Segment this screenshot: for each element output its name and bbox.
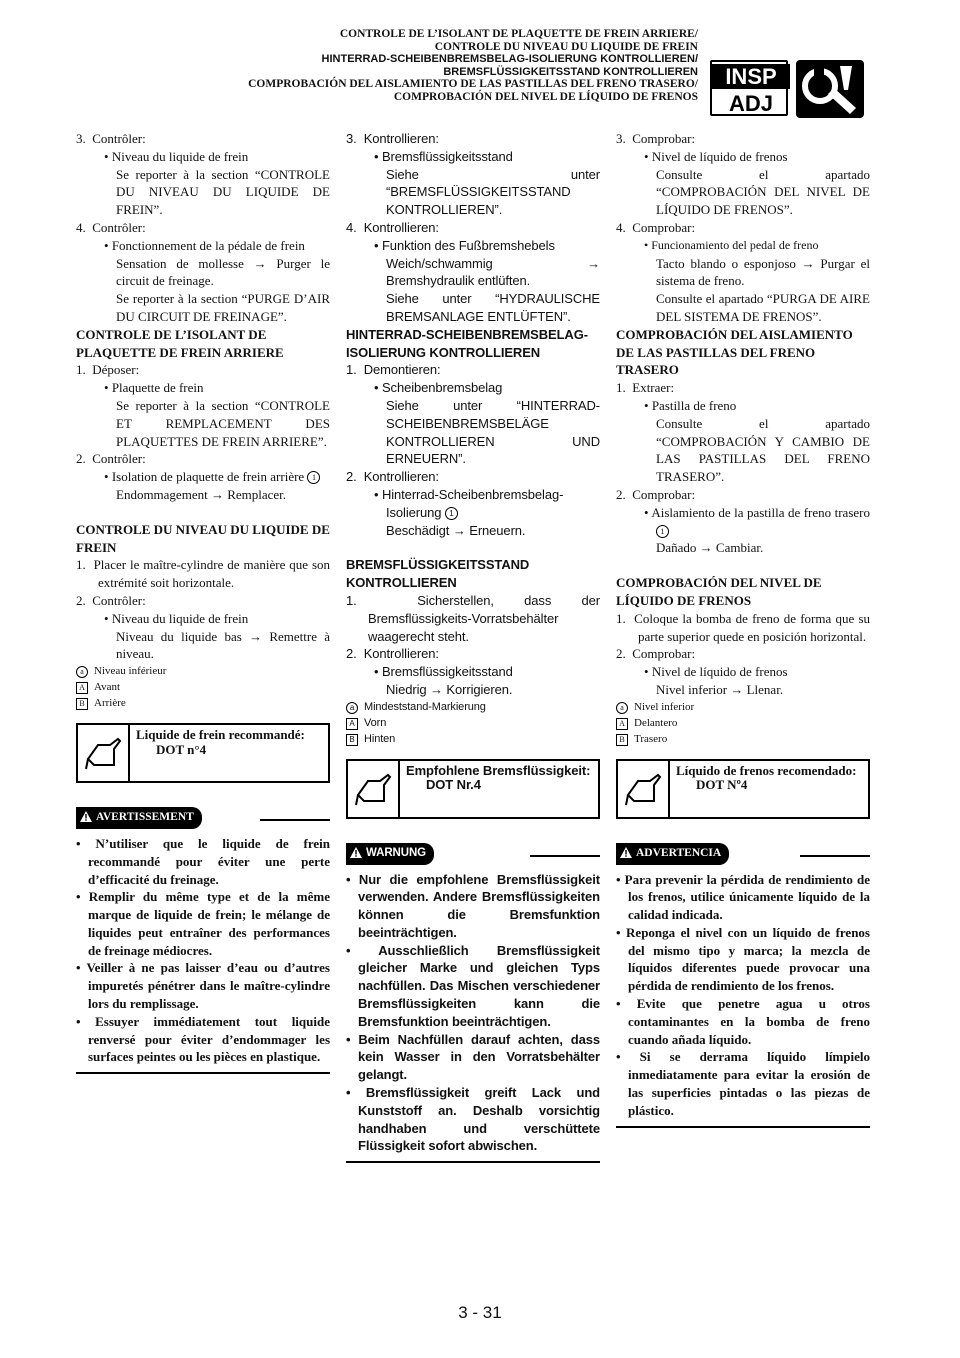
warning-item: • Evite que penetre agua u otros contaminantes en la bomba de freno cuando añada líquido. <box>616 996 870 1047</box>
legend-item: A Avant <box>76 679 330 695</box>
step-1: 1. Extraer: <box>616 380 675 396</box>
step-2: 2. Contrôler: <box>76 451 146 467</box>
fluid-spec: Empfohlene Bremsflüssigkeit: DOT Nr.4 <box>406 762 591 793</box>
section-heading: COMPROBACIÓN DEL NIVEL DE LÍQUIDO DE FRENOS <box>616 575 822 608</box>
legend <box>76 663 330 711</box>
step-1: 1. Coloque la bomba de freno de forma que su parte superior quede en posición horizontal. <box>616 610 871 644</box>
detail-text: Weich/schwammig → Bremshydraulik entlüften. <box>386 255 600 289</box>
legend-item: A Vorn <box>346 715 600 731</box>
bullet-item: • Isolation de plaquette de frein arrière 1 <box>76 468 330 486</box>
header-title-line: CONTROLE DE L’ISOLANT DE PLAQUETTE DE FREIN ARRIERE/ <box>339 28 698 40</box>
bullet-item: • Scheibenbremsbelag <box>374 380 503 396</box>
step-2: 2. Comprobar: <box>616 646 696 662</box>
warning-label: AVERTISSEMENT <box>76 807 202 829</box>
warning-item: • Remplir du même type et de la même marque de liquide de frein; le mélange de liquides peut entraîner des performances de freinage médiocres. <box>76 889 330 958</box>
header-title-line: COMPROBACIÓN DEL NIVEL DE LÍQUIDO DE FRENOS <box>393 90 698 103</box>
warning-item: • Nur die empfohlene Bremsflüssigkeit verwenden. Andere Bremsflüssigkeiten können die Bremsfunktion beeinträchtigen. <box>346 871 600 940</box>
warning-block <box>616 843 870 1128</box>
bullet-item: • Plaquette de frein <box>104 380 204 396</box>
section-heading: CONTROLE DU NIVEAU DU LIQUIDE DE FREIN <box>76 521 330 555</box>
oil-can-icon <box>78 725 130 781</box>
step-3: 3. Contrôler: <box>76 131 146 146</box>
step-1: 1. Sicherstellen, dass der Bremsflüssigkeits-Vorratsbehälter waagerecht steht. <box>346 592 600 644</box>
insp-adj-box <box>710 60 788 116</box>
bullet-item: • Funcionamiento del pedal de freno <box>644 237 819 252</box>
step-1: 1. Déposer: <box>76 362 140 378</box>
warning-item: • Veiller à ne pas laisser d’eau ou d’autres impuretés pénétrer dans le maître-cylindre lors du remplissage. <box>76 960 330 1012</box>
step-3: 3. Kontrollieren: <box>346 131 439 146</box>
bullet-item: • Fonctionnement de la pédale de frein <box>104 237 305 253</box>
callout-1: 1 <box>445 507 458 520</box>
step-2: 2. Kontrollieren: <box>346 646 439 662</box>
legend-item: a Mindeststand-Markierung <box>346 699 600 715</box>
warning-triangle-icon <box>350 847 362 858</box>
warning-list <box>76 835 330 1066</box>
warning-item: • Reponga el nivel con un líquido de frenos del mismo tipo y marca; la mezcla de líquidos diferentes puede provocar una pérdida de rendimiento de los frenos. <box>616 924 870 994</box>
bullet-item: • Hinterrad-Scheibenbremsbelag-Isolierung 1 <box>374 486 564 520</box>
step-4: 4. Comprobar: <box>616 219 696 235</box>
bullet-item: • Niveau du liquide de frein <box>104 148 249 164</box>
reference-text: Siehe unter “HINTERRAD-SCHEIBENBREMSBELÄGE KONTROLLIEREN UND ERNEUERN”. <box>386 397 600 467</box>
recommended-fluid-box <box>346 759 600 819</box>
callout-1: 1 <box>656 525 669 538</box>
fluid-spec: Líquido de frenos recomendado: DOT Nº4 <box>676 762 857 793</box>
warning-list <box>346 871 600 1156</box>
warning-item: • Para prevenir la pérdida de rendimiento de los frenos, utilice únicamente líquido de la calidad indicada. <box>616 871 870 923</box>
step-1: 1. Placer le maître-cylindre de manière que son extrémité soit horizontale. <box>76 557 331 591</box>
detail-text: Beschädigt → Erneuern. <box>386 522 526 538</box>
header-title-line: HINTERRAD-SCHEIBENBREMSBELAG-ISOLIERUNG KONTROLLIEREN/ <box>321 53 698 66</box>
reference-text: Se reporter à la section “PURGE D’AIR DU CIRCUIT DE FREINAGE”. <box>116 291 330 324</box>
warning-block <box>76 807 330 1074</box>
reference-text: Consulte el apartado “COMPROBACIÓN Y CAMBIO DE LAS PASTILLAS DEL FRENO TRASERO”. <box>656 415 870 485</box>
page-number: 3 - 31 <box>458 1303 502 1322</box>
reference-text: Siehe unter “BREMSFLÜSSIGKEITSSTAND KONTROLLIEREN”. <box>386 166 600 218</box>
reference-text: Consulte el apartado “PURGA DE AIRE DEL SISTEMA DE FRENOS”. <box>656 291 870 324</box>
step-1: 1. Demontieren: <box>346 362 441 378</box>
legend-item: a Nivel inferior <box>616 699 870 715</box>
badge-insp: INSP <box>712 64 790 89</box>
recommended-fluid-box <box>616 759 870 819</box>
warning-triangle-icon <box>80 811 92 822</box>
warning-item: • N’utiliser que le liquide de frein recommandé pour éviter une perte d’efficacité du freinage. <box>76 835 330 887</box>
warning-item: • Bremsflüssigkeit greift Lack und Kunststoff an. Deshalb vorsichtig handhaben und verschüttete Flüssigkeit sofort abwischen. <box>346 1085 600 1154</box>
warning-list <box>616 871 870 1120</box>
step-4: 4. Contrôler: <box>76 219 146 235</box>
step-2: 2. Kontrollieren: <box>346 469 439 485</box>
bullet-item: • Nivel de líquido de frenos <box>644 664 788 680</box>
detail-text: Niveau du liquide bas → Remettre à niveau. <box>116 628 330 662</box>
header-titles <box>58 28 698 104</box>
reference-text: Se reporter à la section “CONTROLE ET REMPLACEMENT DES PLAQUETTES DE FREIN ARRIERE”. <box>116 397 330 449</box>
section-heading: BREMSFLÜSSIGKEITSSTAND KONTROLLIEREN <box>346 557 530 591</box>
header-title-line: COMPROBACIÓN DEL AISLAMIENTO DE LAS PASTILLAS DEL FRENO TRASERO/ <box>248 78 698 91</box>
warning-item: • Essuyer immédiatement tout liquide renversé pour éviter d’endommager les surfaces peintes ou les pièces en plastique. <box>76 1013 330 1065</box>
column-spanish <box>616 130 870 1128</box>
legend-item: B Arrière <box>76 695 330 711</box>
section-heading: COMPROBACIÓN DEL AISLAMIENTO DE LAS PASTILLAS DEL FRENO TRASERO <box>616 326 853 378</box>
bullet-item: • Pastilla de freno <box>644 397 737 413</box>
bullet-item: • Niveau du liquide de frein <box>104 610 249 626</box>
step-2: 2. Contrôler: <box>76 592 146 608</box>
legend <box>616 699 870 747</box>
bullet-item: • Funktion des Fußbremshebels <box>374 237 555 253</box>
legend <box>346 699 600 747</box>
warning-triangle-icon <box>620 847 632 858</box>
bullet-item: • Aislamiento de la pastilla de freno trasero 1 <box>644 504 870 536</box>
badge-adj: ADJ <box>728 91 773 116</box>
warning-block <box>346 843 600 1164</box>
header-title-line: CONTROLE DU NIVEAU DU LIQUIDE DE FREIN <box>434 40 698 53</box>
fluid-spec: Liquide de frein recommandé: DOT n°4 <box>136 727 305 757</box>
recommended-fluid-box <box>76 723 330 783</box>
bullet-item: • Bremsflüssigkeitsstand <box>374 148 513 164</box>
legend-item: B Hinten <box>346 731 600 747</box>
reference-text: Se reporter à la section “CONTROLE DU NIVEAU DU LIQUIDE DE FREIN”. <box>116 166 330 218</box>
legend-item: a Niveau inférieur <box>76 663 330 679</box>
warning-item: • Beim Nachfüllen darauf achten, dass kein Wasser in den Vorratsbehälter gelangt. <box>346 1031 600 1083</box>
oil-can-icon <box>348 761 400 817</box>
bullet-item: • Nivel de líquido de frenos <box>644 148 788 164</box>
legend-item: B Trasero <box>616 731 870 747</box>
warning-item: • Si se derrama líquido límpielo inmediatamente para evitar la erosión de las superficies pintadas o las piezas de plástico. <box>616 1049 870 1118</box>
detail-text: Nivel inferior → Llenar. <box>656 681 784 697</box>
wrench-screwdriver-icon <box>796 60 864 118</box>
warning-label: WARNUNG <box>346 843 434 865</box>
section-badge <box>710 60 866 118</box>
detail-text: Sensation de mollesse → Purger le circuit de freinage. <box>116 255 330 289</box>
header-title-line: BREMSFLÜSSIGKEITSSTAND KONTROLLIEREN <box>443 65 698 78</box>
step-4: 4. Kontrollieren: <box>346 219 439 235</box>
step-3: 3. Comprobar: <box>616 131 696 146</box>
legend-item: A Delantero <box>616 715 870 731</box>
warning-label: ADVERTENCIA <box>616 843 729 865</box>
detail-text: Tacto blando o esponjoso → Purgar el sistema de freno. <box>656 255 870 289</box>
oil-can-icon <box>618 761 670 817</box>
detail-text: Endommagement → Remplacer. <box>116 486 287 502</box>
detail-text: Niedrig → Korrigieren. <box>386 681 513 697</box>
warning-item: • Ausschließlich Bremsflüssigkeit gleicher Marke und gleichen Typs nachfüllen. Das Mischen verschiedener Bremsflüssigkeiten kann die Bremsfunktion beeinträchtigen. <box>346 942 600 1029</box>
step-2: 2. Comprobar: <box>616 486 696 502</box>
column-french <box>76 130 330 1074</box>
section-heading: HINTERRAD-SCHEIBENBREMSBELAG-ISOLIERUNG KONTROLLIEREN <box>346 326 588 360</box>
section-heading: CONTROLE DE L’ISOLANT DE PLAQUETTE DE FREIN ARRIERE <box>76 326 284 360</box>
callout-1: 1 <box>307 471 320 484</box>
bullet-item: • Bremsflüssigkeitsstand <box>374 664 513 680</box>
reference-text: Siehe unter “HYDRAULISCHE BREMSANLAGE ENTLÜFTEN”. <box>386 291 600 324</box>
reference-text: Consulte el apartado “COMPROBACIÓN DEL NIVEL DE LÍQUIDO DE FRENOS”. <box>656 166 870 218</box>
detail-text: Dañado → Cambiar. <box>656 540 764 556</box>
column-german <box>346 130 600 1163</box>
